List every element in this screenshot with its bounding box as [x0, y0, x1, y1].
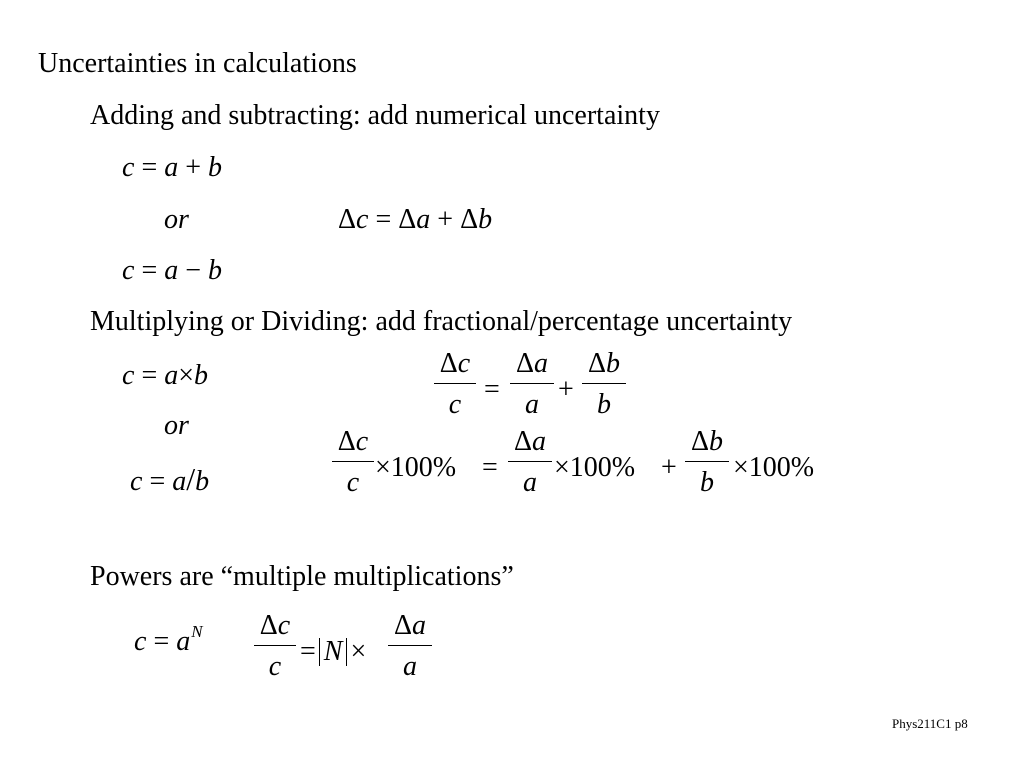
- pct-times-100-1: ×100%: [375, 452, 457, 483]
- section-adding-subtracting: Adding and subtracting: add numerical uncertainty: [90, 100, 660, 131]
- pct-equals-sign: =: [482, 452, 498, 483]
- power-fraction-da-over-a: Δa a: [388, 612, 432, 681]
- equation-sum: c = a + b: [122, 152, 223, 183]
- plus-sign: +: [558, 374, 574, 405]
- section-multiplying-dividing: Multiplying or Dividing: add fractional/percentage uncertainty: [90, 306, 793, 337]
- pct-plus-sign: +: [661, 452, 677, 483]
- equation-product: c = a×b: [122, 360, 209, 391]
- pct-fraction-db-over-b: Δb b: [685, 428, 729, 497]
- pct-fraction-dc-over-c: Δc c: [332, 428, 374, 497]
- equation-difference: c = a − b: [122, 255, 223, 286]
- pct-times-100-2: ×100%: [554, 452, 636, 483]
- power-exponent: N: [191, 622, 203, 641]
- power-fraction-dc-over-c: Δc c: [254, 612, 296, 681]
- equation-power: $c = a^N$: [134, 622, 203, 657]
- abs-n-symbol: N: [323, 636, 343, 667]
- or-label-2: or: [164, 410, 189, 441]
- fraction-dc-over-c: Δc c: [434, 350, 476, 419]
- power-equals-abs-n: = N ×: [300, 636, 367, 667]
- slide-heading: Uncertainties in calculations: [38, 48, 357, 79]
- or-label-1: or: [164, 204, 189, 235]
- fraction-db-over-b: Δb b: [582, 350, 626, 419]
- equals-sign: =: [484, 374, 500, 405]
- slide-footer: Phys211C1 p8: [892, 716, 968, 731]
- fraction-da-over-a: Δa a: [510, 350, 554, 419]
- pct-fraction-da-over-a: Δa a: [508, 428, 552, 497]
- equation-quotient: c = a/b: [130, 461, 210, 497]
- pct-times-100-3: ×100%: [733, 452, 815, 483]
- equation-delta-sum: Δc = Δa + Δb: [338, 204, 493, 235]
- section-powers: Powers are “multiple multiplications”: [90, 561, 514, 592]
